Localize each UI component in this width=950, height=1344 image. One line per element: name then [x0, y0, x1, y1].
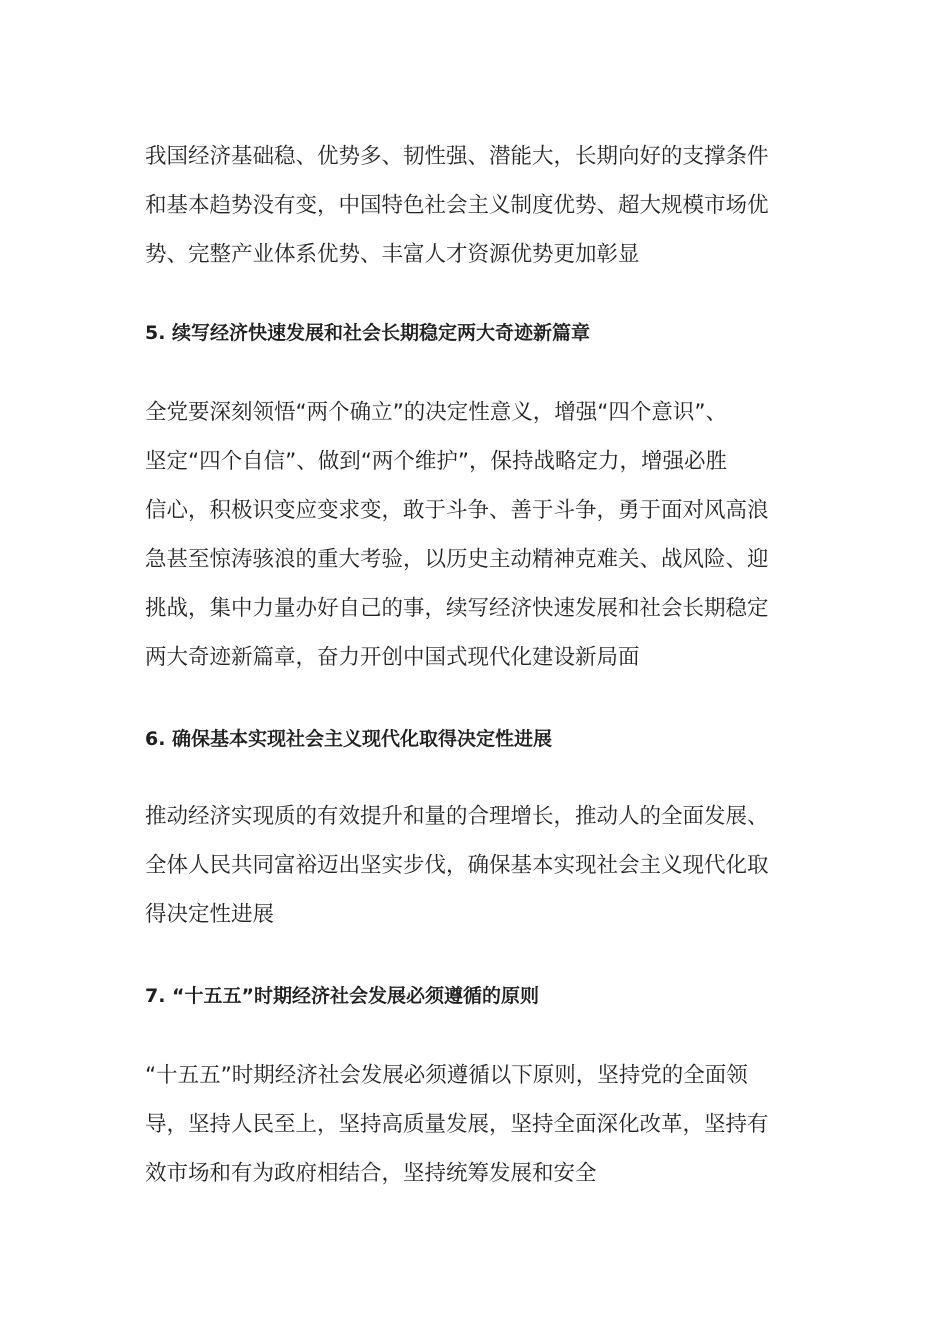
- text-line: 势、完整产业体系优势、丰富人才资源优势更加彰显: [145, 242, 640, 267]
- text-line: 全党要深刻领悟“两个确立”的决定性意义，增强“四个意识”、: [145, 400, 728, 425]
- section-7-paragraph: [145, 1051, 825, 1198]
- text-line: 得决定性进展: [145, 902, 275, 927]
- section-5-paragraph: [145, 388, 825, 682]
- section-heading-6: 6. 确保基本实现社会主义现代化取得决定性进展: [145, 728, 553, 750]
- text-line: 坚定“四个自信”、做到“两个维护”，保持战略定力，增强必胜: [145, 449, 728, 474]
- text-line: “十五五”时期经济社会发展必须遵循以下原则，坚持党的全面领: [145, 1063, 748, 1088]
- text-line: 效市场和有为政府相结合，坚持统筹发展和安全: [145, 1161, 597, 1186]
- text-line: 推动经济实现质的有效提升和量的合理增长，推动人的全面发展、: [145, 804, 769, 829]
- section-heading-5: 5. 续写经济快速发展和社会长期稳定两大奇迹新篇章: [145, 322, 591, 344]
- text-line: 信心，积极识变应变求变，敢于斗争、善于斗争，勇于面对风高浪: [145, 498, 769, 523]
- text-line: 挑战，集中力量办好自己的事，续写经济快速发展和社会长期稳定: [145, 596, 769, 621]
- intro-paragraph: [145, 132, 825, 279]
- text-line: 我国经济基础稳、优势多、韧性强、潜能大，长期向好的支撑条件: [145, 144, 769, 169]
- text-line: 全体人民共同富裕迈出坚实步伐，确保基本实现社会主义现代化取: [145, 853, 769, 878]
- text-line: 导，坚持人民至上，坚持高质量发展，坚持全面深化改革，坚持有: [145, 1112, 769, 1137]
- text-line: 急甚至惊涛骇浪的重大考验，以历史主动精神克难关、战风险、迎: [145, 547, 769, 572]
- section-heading-7: 7. “十五五”时期经济社会发展必须遵循的原则: [145, 985, 540, 1007]
- text-line: 和基本趋势没有变，中国特色社会主义制度优势、超大规模市场优: [145, 193, 769, 218]
- section-6-paragraph: [145, 792, 825, 939]
- text-line: 两大奇迹新篇章，奋力开创中国式现代化建设新局面: [145, 645, 640, 670]
